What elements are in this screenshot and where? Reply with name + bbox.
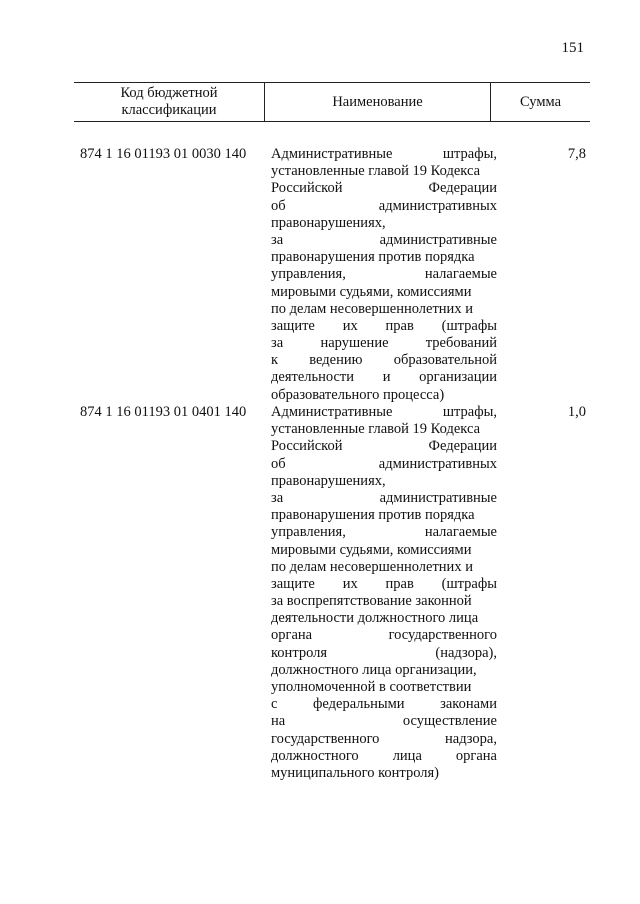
name-word: органа xyxy=(271,627,313,644)
name-word: государственного xyxy=(388,627,497,644)
name-word: прав xyxy=(385,317,414,334)
name-word: образовательной xyxy=(393,352,497,369)
name-word: деятельности xyxy=(271,369,355,386)
name-word: за xyxy=(271,335,284,352)
name-line: за воспрепятствование законной xyxy=(271,593,472,610)
name-word: управления, xyxy=(271,524,346,541)
name-word: административные xyxy=(379,489,497,506)
name-line xyxy=(271,404,497,421)
name-word: управления, xyxy=(271,266,346,283)
name-word: налагаемые xyxy=(424,266,497,283)
row-code: 874 1 16 01193 01 0401 140 xyxy=(80,404,247,420)
name-word: (штрафы xyxy=(441,317,497,334)
name-line xyxy=(271,576,497,593)
name-word: административных xyxy=(378,197,497,214)
name-line xyxy=(271,627,497,644)
name-word: должностного xyxy=(271,747,359,764)
name-word: на xyxy=(271,713,286,730)
name-line: установленные главой 19 Кодекса xyxy=(271,163,481,180)
name-line: правонарушениях, xyxy=(271,214,386,231)
name-word: их xyxy=(342,575,358,592)
name-word: (надзора), xyxy=(435,644,497,661)
name-word: и xyxy=(382,369,391,386)
name-line xyxy=(271,731,497,748)
name-word: федеральными xyxy=(313,696,405,713)
name-line xyxy=(271,748,497,765)
name-line: по делам несовершеннолетних и xyxy=(271,558,473,575)
name-word: с xyxy=(271,696,278,713)
name-line xyxy=(271,180,497,197)
name-line: по делам несовершеннолетних и xyxy=(271,300,473,317)
header-code-line1: Код бюджетной xyxy=(120,85,218,101)
name-word: за xyxy=(271,489,284,506)
name-word: Административные xyxy=(271,146,393,162)
name-word: административные xyxy=(379,231,497,248)
name-line xyxy=(271,335,497,352)
name-word: нарушение xyxy=(320,335,389,352)
name-word: Федерации xyxy=(428,180,497,197)
name-word: административных xyxy=(378,455,497,472)
name-word: защите xyxy=(271,317,315,334)
name-word: штрафы, xyxy=(442,404,497,420)
name-line xyxy=(271,318,497,335)
name-line: деятельности должностного лица xyxy=(271,610,479,627)
name-line xyxy=(271,490,497,507)
page-number: 151 xyxy=(561,40,584,56)
name-line: образовательного процесса) xyxy=(271,386,445,403)
header-code xyxy=(74,83,265,121)
name-word: государственного xyxy=(271,730,380,747)
name-word: законами xyxy=(440,696,497,713)
name-word: осуществление xyxy=(402,713,497,730)
name-line: муниципального контроля) xyxy=(271,764,439,781)
name-line: правонарушениях, xyxy=(271,472,386,489)
header-code-line2: классификации xyxy=(121,102,217,118)
name-word: организации xyxy=(419,369,497,386)
row-sum: 7,8 xyxy=(567,146,586,162)
name-line xyxy=(271,198,497,215)
name-word: (штрафы xyxy=(441,575,497,592)
name-word: Федерации xyxy=(428,438,497,455)
name-word: Российской xyxy=(271,438,343,455)
name-line: мировыми судьями, комиссиями xyxy=(271,283,472,300)
table-header xyxy=(74,82,590,122)
name-line xyxy=(271,369,497,386)
name-line xyxy=(271,146,497,163)
name-word: Российской xyxy=(271,180,343,197)
name-line: уполномоченной в соответствии xyxy=(271,679,472,695)
name-line: установленные главой 19 Кодекса xyxy=(271,421,481,438)
name-word: требований xyxy=(425,335,497,352)
name-line xyxy=(271,713,497,730)
name-word: ведению xyxy=(309,352,363,369)
name-line: должностного лица организации, xyxy=(271,661,477,678)
name-line xyxy=(271,266,497,283)
name-word: прав xyxy=(385,575,414,592)
name-line xyxy=(271,456,497,473)
name-word: контроля xyxy=(271,644,328,661)
name-word: об xyxy=(271,197,286,214)
header-sum: Сумма xyxy=(519,93,562,110)
name-line xyxy=(271,438,497,455)
name-line xyxy=(271,232,497,249)
name-word: налагаемые xyxy=(424,524,497,541)
name-word: защите xyxy=(271,575,315,592)
name-word: их xyxy=(342,317,358,334)
name-line: правонарушения против порядка xyxy=(271,249,475,266)
name-word: штрафы, xyxy=(442,146,497,162)
name-line xyxy=(271,524,497,541)
name-word: Административные xyxy=(271,404,393,420)
name-line: правонарушения против порядка xyxy=(271,507,475,524)
name-line: мировыми судьями, комиссиями xyxy=(271,541,472,558)
name-line xyxy=(271,645,497,662)
name-word: за xyxy=(271,231,284,248)
row-name xyxy=(271,404,497,782)
name-word: органа xyxy=(455,747,497,764)
name-line xyxy=(271,696,497,713)
name-line xyxy=(271,352,497,369)
header-name: Наименование xyxy=(265,83,491,121)
row-name xyxy=(271,146,497,404)
name-word: к xyxy=(271,352,279,369)
name-word: об xyxy=(271,455,286,472)
row-code: 874 1 16 01193 01 0030 140 xyxy=(80,146,247,162)
name-word: лица xyxy=(392,747,422,764)
name-word: надзора, xyxy=(445,730,497,747)
row-sum: 1,0 xyxy=(567,404,586,420)
